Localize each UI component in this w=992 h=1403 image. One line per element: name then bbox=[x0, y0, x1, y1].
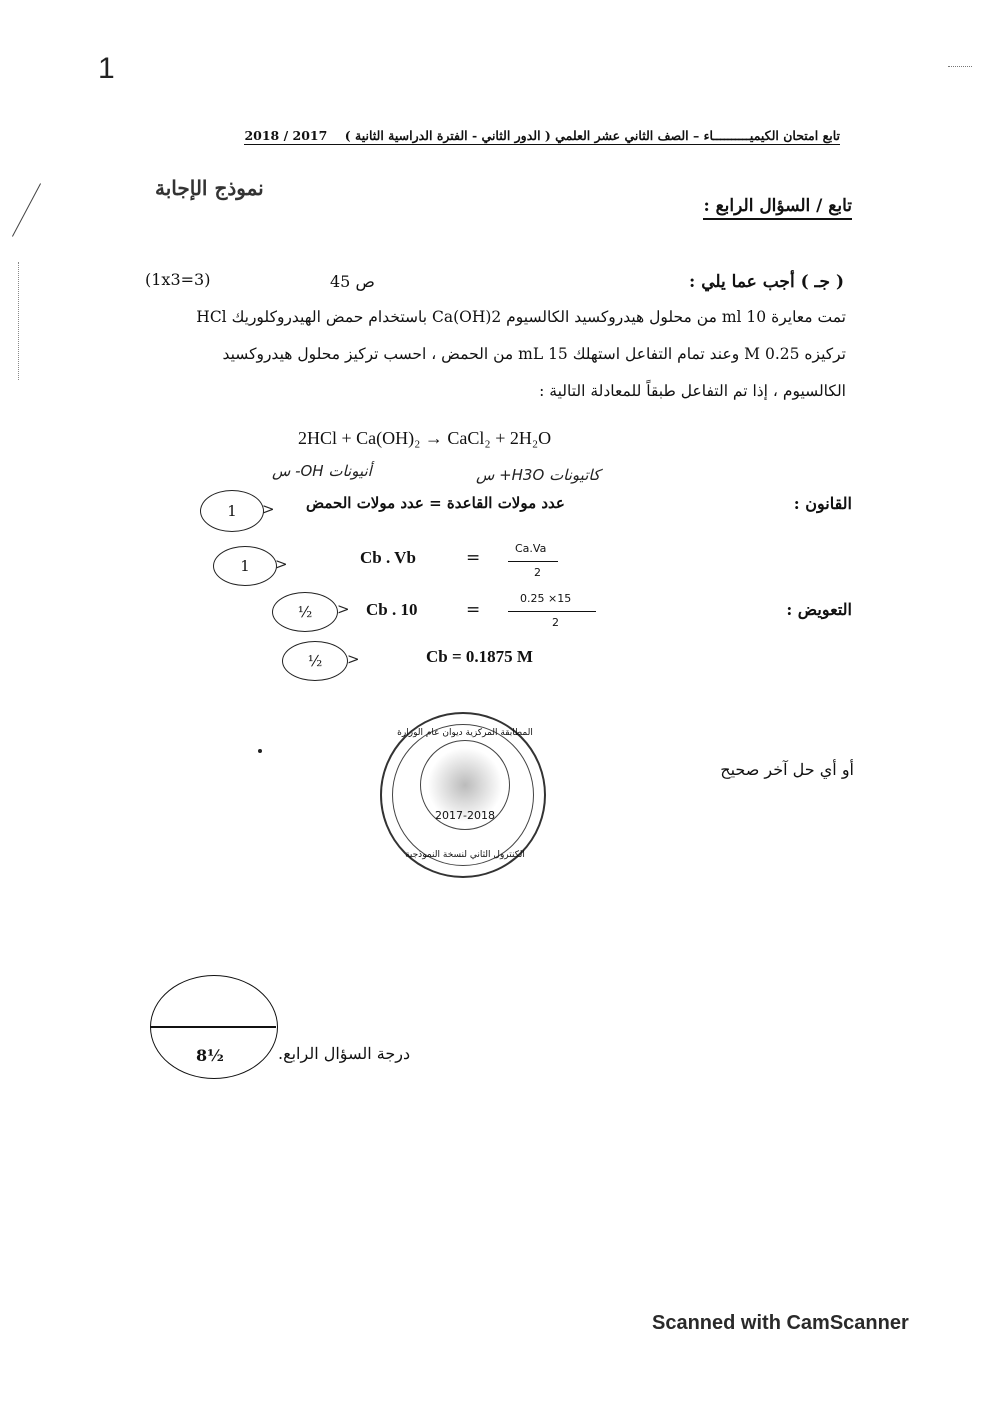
score-divider bbox=[150, 1026, 276, 1028]
chemical-equation: 2HCl + Ca(OH)₂ → CaCl₂ + 2H₂O bbox=[298, 428, 552, 448]
seal-year: 2017-2018 bbox=[435, 809, 495, 822]
seal-bottom-text: الكنترول الثاني لنسخة النموذجية bbox=[405, 850, 525, 860]
formula1-left: Cb . Vb bbox=[360, 548, 416, 567]
mark-value: 1 bbox=[227, 502, 237, 520]
formula2-left: Cb . 10 bbox=[366, 600, 418, 619]
pointer-arrow-icon: > bbox=[275, 555, 288, 573]
seal-top-text: المطابقة المركزية ديوان عام الوزارة bbox=[397, 728, 533, 738]
pointer-arrow-icon: > bbox=[337, 600, 350, 618]
question-line-1: تمت معايرة 10 ml من محلول هيدروكسيد الكالسيوم Ca(OH)2 باستخدام حمض الهيدروكلوريك HCl bbox=[196, 308, 846, 326]
formula1-fraction-bar bbox=[508, 561, 558, 562]
formula2-denominator: 2 bbox=[552, 616, 559, 629]
page-number: 1 bbox=[98, 52, 115, 85]
mark-value: 1 bbox=[240, 557, 250, 575]
mark-oval-1 bbox=[200, 490, 264, 532]
alternative-solution-note: أو أي حل آخر صحيح bbox=[720, 760, 854, 779]
formula1-denominator: 2 bbox=[534, 566, 541, 579]
official-seal bbox=[380, 712, 546, 878]
marks-reference: (1x3=3) bbox=[145, 270, 211, 289]
margin-pen-stroke bbox=[12, 183, 41, 236]
pointer-arrow-icon: > bbox=[347, 650, 360, 668]
formula1-numerator: Ca.Va bbox=[515, 542, 547, 555]
formula1-equals: = bbox=[466, 548, 481, 568]
stray-dot bbox=[258, 749, 262, 753]
exam-header-text: تابع امتحان الكيميــــــــــاء – الصف الثاني عشر العلمي ( الدور الثاني - الفترة الدراسية الثانية ) bbox=[344, 128, 840, 143]
question-line-3: الكالسيوم ، إذا تم التفاعل طبقاً للمعادلة التالية : bbox=[539, 382, 846, 400]
result-value: Cb = 0.1875 M bbox=[426, 647, 533, 666]
handwritten-acid-note: كاتيونات H3O+ س bbox=[476, 466, 601, 484]
page-reference: ص 45 bbox=[330, 272, 375, 291]
mark-value: ½ bbox=[307, 652, 323, 670]
substitution-label: التعويض : bbox=[786, 600, 852, 619]
pointer-arrow-icon: > bbox=[262, 500, 275, 518]
part-label: ( جـ ) أجب عما يلي : bbox=[689, 272, 844, 292]
score-label: درجة السؤال الرابع. bbox=[278, 1044, 411, 1063]
mark-value: ½ bbox=[297, 603, 313, 621]
question-title: تابع / السؤال الرابع : bbox=[703, 196, 852, 220]
formula2-equals: = bbox=[466, 600, 481, 620]
mark-oval-4 bbox=[282, 641, 348, 681]
score-value: 8½ bbox=[196, 1046, 224, 1065]
law-label: القانون : bbox=[793, 494, 852, 513]
margin-scan-mark bbox=[18, 262, 19, 380]
model-answer-stamp: نموذج الإجابة bbox=[155, 176, 264, 200]
question-line-2: تركيزه 0.25 M وعند تمام التفاعل استهلك 15 mL من الحمض ، احسب تركيز محلول هيدروكسيد bbox=[222, 345, 846, 363]
law-equation: عدد مولات القاعدة = عدد مولات الحمض bbox=[306, 494, 565, 512]
exam-header bbox=[244, 128, 840, 145]
formula2-numerator: 0.25 ×15 bbox=[520, 592, 572, 605]
scanner-watermark: Scanned with CamScanner bbox=[652, 1312, 909, 1334]
formula2-fraction-bar bbox=[508, 611, 596, 612]
exam-year: 2018 / 2017 bbox=[244, 128, 328, 143]
corner-dash bbox=[948, 66, 972, 67]
handwritten-base-note: أنيونات OH- س bbox=[272, 462, 372, 480]
mark-oval-3 bbox=[272, 592, 338, 632]
mark-oval-2 bbox=[213, 546, 277, 586]
